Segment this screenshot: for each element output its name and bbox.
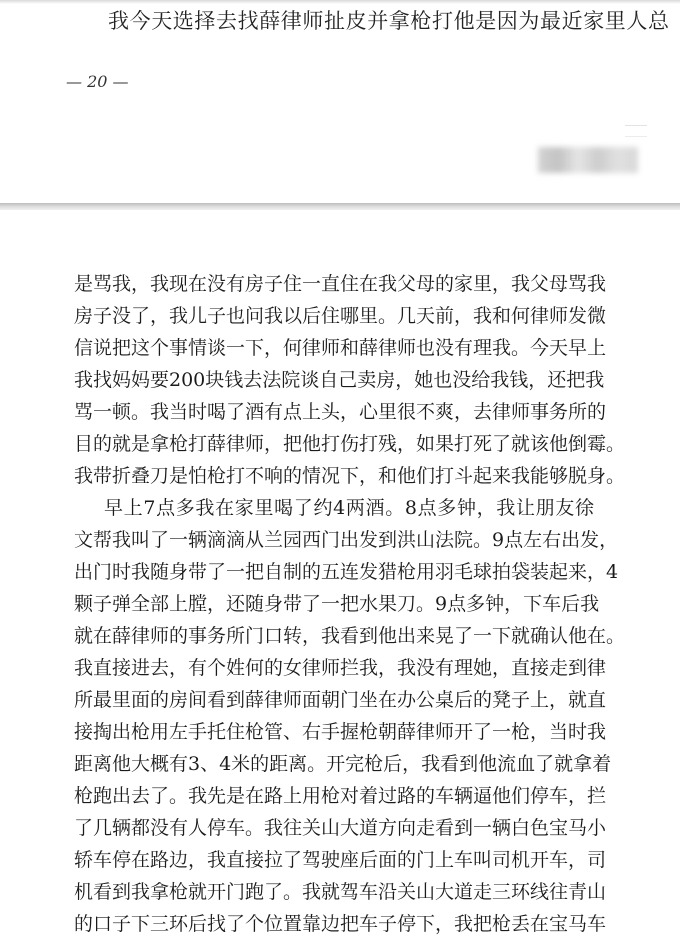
body-line-8: 早上7点多我在家里喝了约4两酒。8点多钟，我让朋友徐 bbox=[104, 497, 594, 519]
body-line-21: 的口子下三环后找了个位置靠边把车子停下，我把枪丢在宝马车 bbox=[74, 913, 607, 935]
body-line-13: 我直接进去，有个姓何的女律师拦我，我没有理她，直接走到律 bbox=[74, 657, 607, 679]
body-line-17: 枪跑出去了。我先是在路上用枪对着过路的车辆逼他们停车，拦 bbox=[74, 785, 607, 807]
body-line-3: 信说把这个事情谈一下，何律师和薛律师也没有理我。今天早上 bbox=[74, 337, 607, 359]
faint-stamp-mark bbox=[625, 125, 647, 137]
body-line-1: 是骂我，我现在没有房子住一直住在我父母的家里，我父母骂我 bbox=[74, 273, 607, 295]
body-line-5: 骂一顿。我当时喝了酒有点上头，心里很不爽，去律师事务所的 bbox=[74, 401, 607, 423]
page-edge-shadow bbox=[0, 0, 680, 4]
previous-page-fragment bbox=[0, 0, 680, 203]
body-line-9: 文帮我叫了一辆滴滴从兰园西门出发到洪山法院。9点左右出发， bbox=[74, 529, 619, 551]
body-line-18: 了几辆都没有人停车。我往关山大道方向走看到一辆白色宝马小 bbox=[74, 817, 607, 839]
page-number: — 20 — bbox=[66, 72, 129, 91]
body-line-11: 颗子弹全部上膛，还随身带了一把水果刀。9点多钟，下车后我 bbox=[74, 593, 600, 615]
body-line-6: 目的就是拿枪打薛律师，把他打伤打残，如果打死了就该他倒霉。 bbox=[74, 433, 626, 455]
previous-page-last-line: 我今天选择去找薛律师扯皮并拿枪打他是因为最近家里人总 bbox=[108, 9, 670, 33]
body-line-14: 所最里面的房间看到薛律师面朝门坐在办公桌后的凳子上，就直 bbox=[74, 689, 607, 711]
body-line-16: 距离他大概有3、4米的距离。开完枪后，我看到他流血了就拿着 bbox=[74, 753, 612, 775]
body-line-15: 接掏出枪用左手托住枪管、右手握枪朝薛律师开了一枪，当时我 bbox=[74, 721, 607, 743]
body-line-12: 就在薛律师的事务所门口转，我看到他出来晃了一下就确认他在。 bbox=[74, 625, 626, 647]
body-line-19: 轿车停在路边，我直接拉了驾驶座后面的门上车叫司机开车，司 bbox=[74, 849, 607, 871]
body-line-7: 我带折叠刀是怕枪打不响的情况下，和他们打斗起来我能够脱身。 bbox=[74, 465, 626, 487]
body-line-2: 房子没了，我儿子也问我以后住哪里。几天前，我和何律师发微 bbox=[74, 305, 607, 327]
redacted-blur-block bbox=[538, 147, 638, 173]
current-page bbox=[0, 210, 680, 948]
body-line-10: 出门时我随身带了一把自制的五连发猎枪用羽毛球拍袋装起来，4 bbox=[74, 561, 619, 583]
body-line-4: 我找妈妈要200块钱去法院谈自己卖房，她也没给我钱，还把我 bbox=[74, 369, 605, 391]
body-line-20: 机看到我拿枪就开门跑了。我就驾车沿关山大道走三环线往青山 bbox=[74, 881, 607, 903]
page-divider bbox=[0, 203, 680, 210]
